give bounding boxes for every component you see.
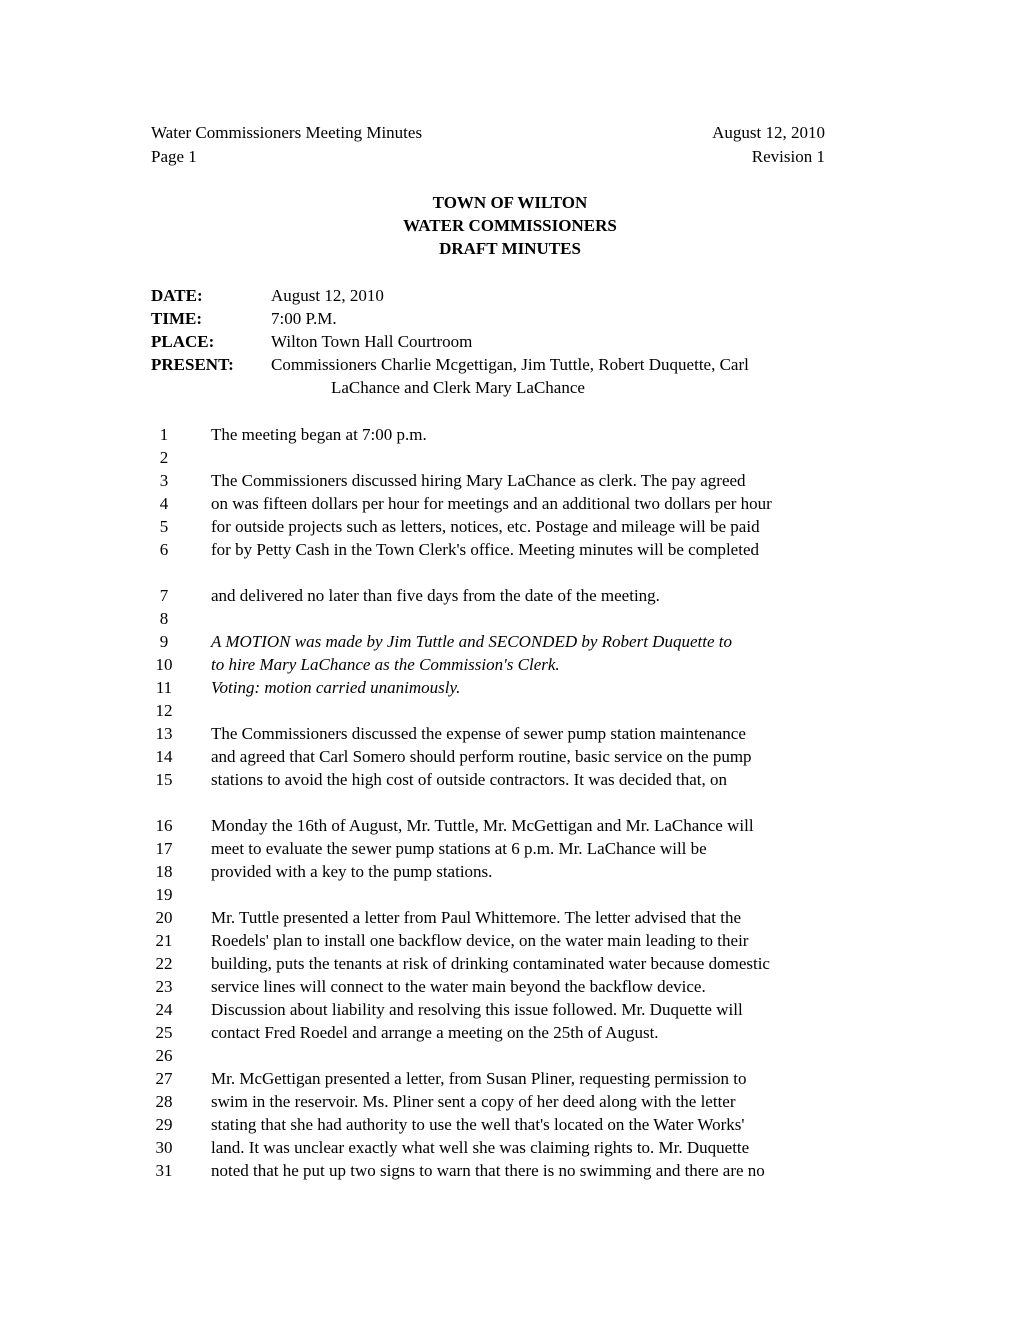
line-text: for outside projects such as letters, notices, etc. Postage and mileage will be paid	[211, 517, 760, 536]
title-town: TOWN OF WILTON	[432, 193, 588, 212]
motion-text: to hire Mary LaChance as the Commission's Clerk.	[211, 655, 560, 674]
line-text: noted that he put up two signs to warn that there is no swimming and there are no	[211, 1161, 765, 1180]
title-draft: DRAFT MINUTES	[439, 239, 581, 258]
line-number: 2	[159, 448, 169, 467]
line-text: contact Fred Roedel and arrange a meeting on the 25th of August.	[211, 1023, 659, 1042]
line-text: Mr. McGettigan presented a letter, from Susan Pliner, requesting permission to	[211, 1069, 747, 1088]
line-number: 24	[155, 1000, 173, 1019]
line-number: 19	[155, 885, 173, 904]
line-number: 15	[155, 770, 173, 789]
line-number: 13	[155, 724, 173, 743]
time-value: 7:00 P.M.	[271, 309, 337, 328]
line-text: The Commissioners discussed hiring Mary LaChance as clerk. The pay agreed	[211, 471, 746, 490]
line-number: 6	[159, 540, 169, 559]
line-number: 7	[159, 586, 169, 605]
line-text: stating that she had authority to use the well that's located on the Water Works'	[211, 1115, 745, 1134]
line-number: 12	[155, 701, 173, 720]
line-number: 1	[159, 425, 169, 444]
line-number: 16	[155, 816, 173, 835]
line-text: Discussion about liability and resolving this issue followed. Mr. Duquette will	[211, 1000, 743, 1019]
line-text: service lines will connect to the water main beyond the backflow device.	[211, 977, 706, 996]
line-number: 25	[155, 1023, 173, 1042]
line-number: 14	[155, 747, 173, 766]
header-doc-title: Water Commissioners Meeting Minutes	[151, 123, 423, 142]
line-text: meet to evaluate the sewer pump stations at 6 p.m. Mr. LaChance will be	[211, 839, 707, 858]
line-text: and delivered no later than five days from the date of the meeting.	[211, 586, 660, 605]
line-number: 27	[155, 1069, 173, 1088]
present-value-line2: LaChance and Clerk Mary LaChance	[331, 378, 585, 397]
header-revision: Revision 1	[751, 147, 825, 166]
line-number: 8	[159, 609, 169, 628]
line-number: 9	[159, 632, 169, 651]
line-number: 4	[159, 494, 169, 513]
date-label: DATE:	[151, 286, 203, 305]
line-text: provided with a key to the pump stations.	[211, 862, 493, 881]
line-number: 26	[155, 1046, 173, 1065]
header-page: Page 1	[151, 147, 197, 166]
present-label: PRESENT:	[151, 355, 234, 374]
line-number: 5	[159, 517, 169, 536]
line-number: 18	[155, 862, 173, 881]
line-number: 30	[155, 1138, 173, 1157]
line-text: The Commissioners discussed the expense of sewer pump station maintenance	[211, 724, 746, 743]
line-text: and agreed that Carl Somero should perform routine, basic service on the pump	[211, 747, 752, 766]
line-number: 11	[155, 678, 173, 697]
date-value: August 12, 2010	[271, 286, 384, 305]
line-text: on was fifteen dollars per hour for meetings and an additional two dollars per hour	[211, 494, 772, 513]
present-value-line1: Commissioners Charlie Mcgettigan, Jim Tuttle, Robert Duquette, Carl	[271, 355, 749, 374]
title-commission: WATER COMMISSIONERS	[403, 216, 617, 235]
line-number: 10	[155, 655, 173, 674]
place-value: Wilton Town Hall Courtroom	[271, 332, 473, 351]
line-number: 28	[155, 1092, 173, 1111]
motion-text: A MOTION was made by Jim Tuttle and SECONDED by Robert Duquette to	[211, 632, 732, 651]
header-date: August 12, 2010	[712, 123, 825, 142]
line-number: 3	[159, 471, 169, 490]
line-text: Roedels' plan to install one backflow device, on the water main leading to their	[211, 931, 749, 950]
line-number: 22	[155, 954, 173, 973]
line-number: 21	[155, 931, 173, 950]
line-text: land. It was unclear exactly what well she was claiming rights to. Mr. Duquette	[211, 1138, 750, 1157]
line-text: for by Petty Cash in the Town Clerk's office. Meeting minutes will be completed	[211, 540, 759, 559]
line-text: building, puts the tenants at risk of drinking contaminated water because domestic	[211, 954, 770, 973]
line-number: 23	[155, 977, 173, 996]
line-text: Monday the 16th of August, Mr. Tuttle, Mr. McGettigan and Mr. LaChance will	[211, 816, 754, 835]
line-text: swim in the reservoir. Ms. Pliner sent a copy of her deed along with the letter	[211, 1092, 736, 1111]
line-text: stations to avoid the high cost of outside contractors. It was decided that, on	[211, 770, 728, 789]
line-number: 20	[155, 908, 173, 927]
line-number: 29	[155, 1115, 173, 1134]
time-label: TIME:	[151, 309, 202, 328]
line-text: The meeting began at 7:00 p.m.	[211, 425, 427, 444]
line-number: 17	[155, 839, 173, 858]
line-text: Mr. Tuttle presented a letter from Paul Whittemore. The letter advised that the	[211, 908, 742, 927]
line-number: 31	[155, 1161, 173, 1180]
place-label: PLACE:	[151, 332, 215, 351]
voting-result: Voting: motion carried unanimously.	[211, 678, 461, 697]
